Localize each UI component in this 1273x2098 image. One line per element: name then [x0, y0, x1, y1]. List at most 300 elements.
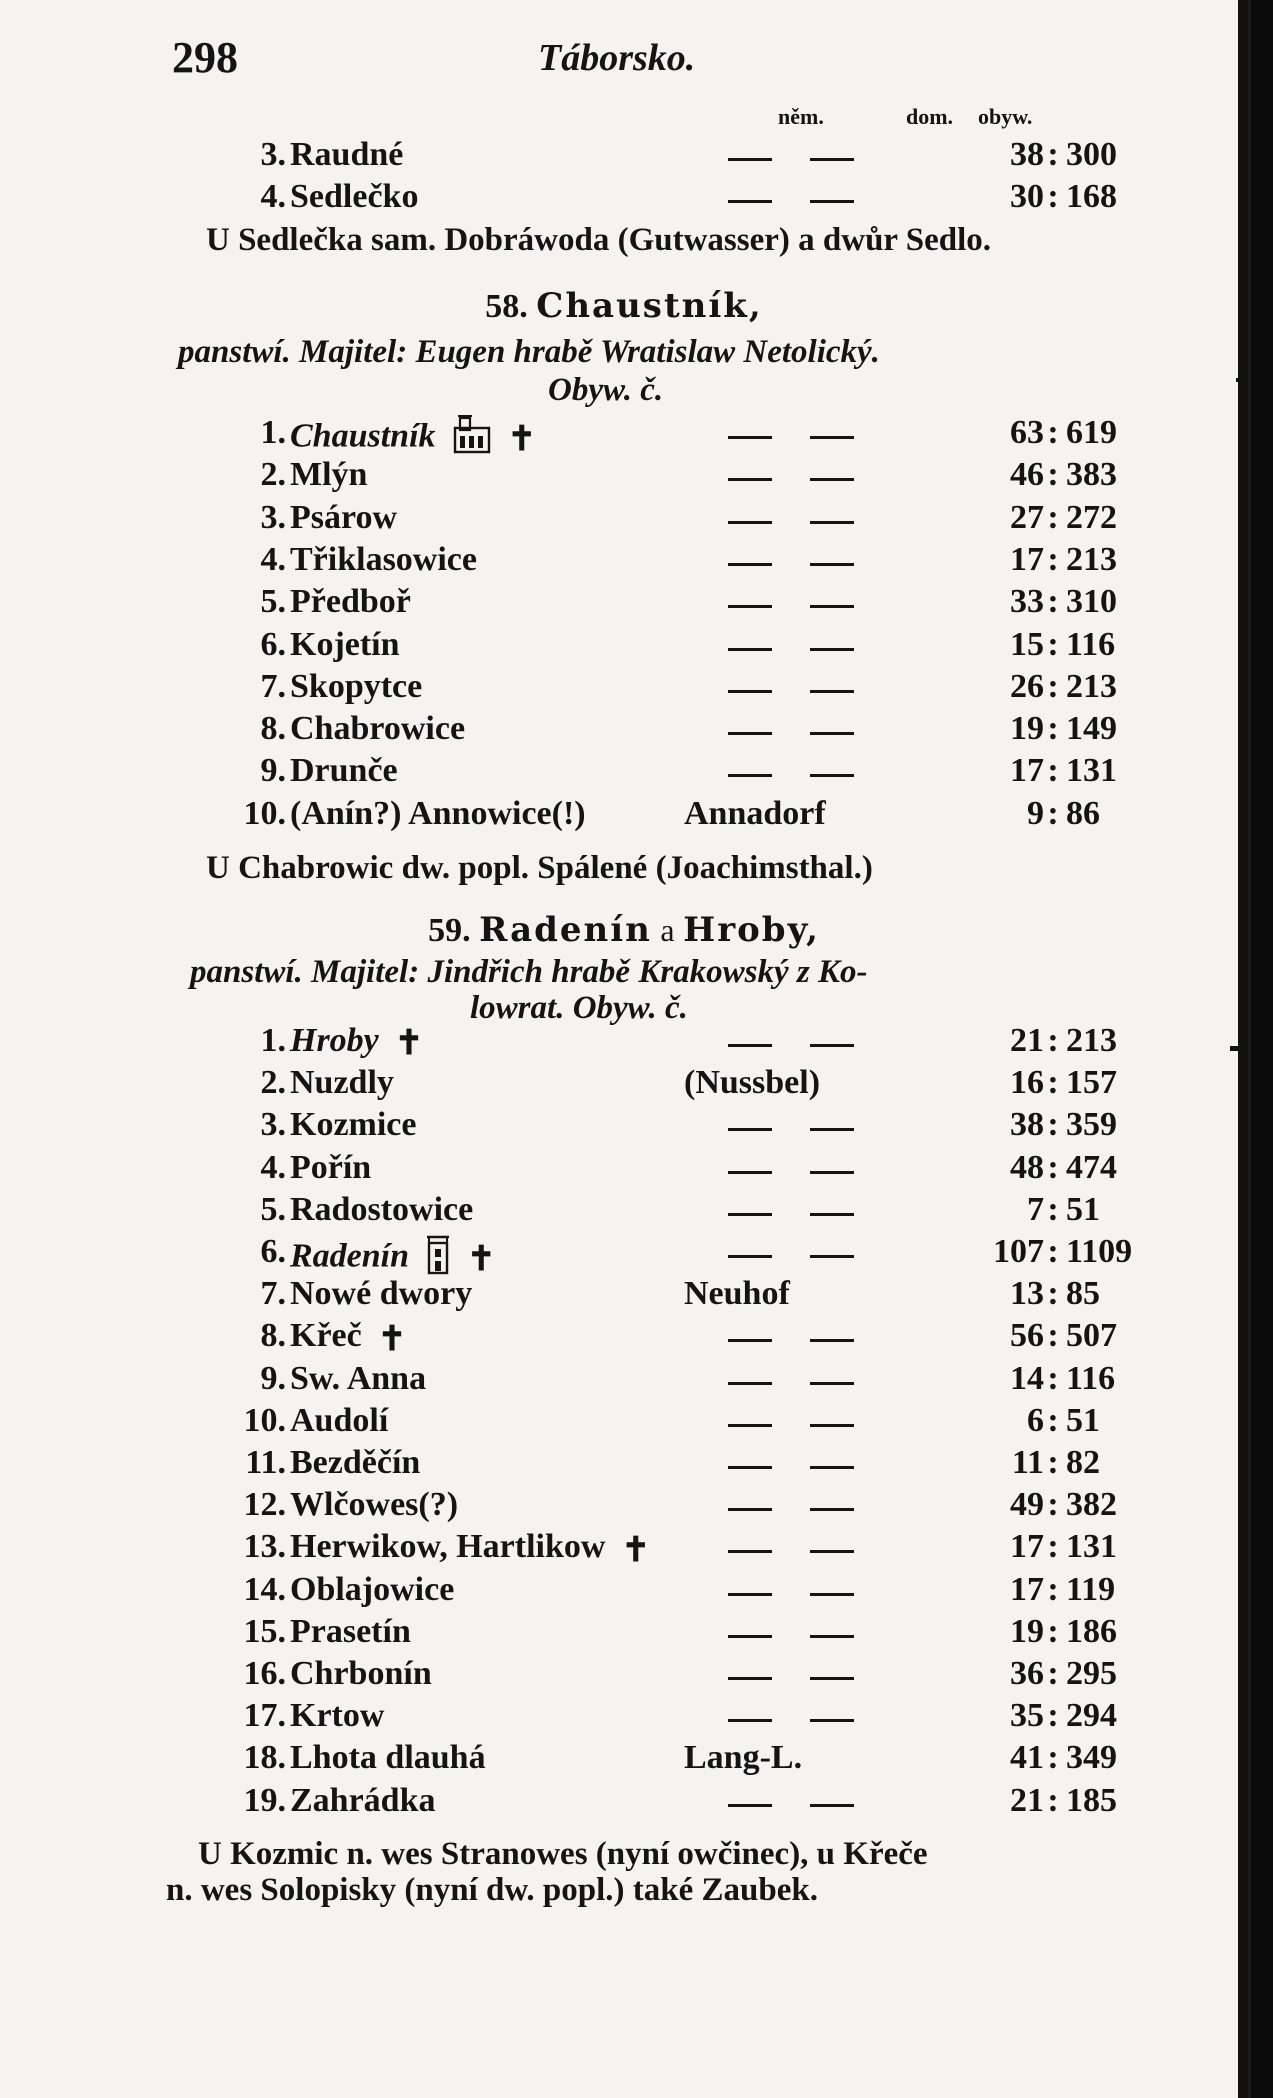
- table-row: [0, 1655, 1248, 1697]
- population-count: 310: [1066, 583, 1117, 621]
- population-count: 185: [1066, 1781, 1117, 1819]
- dash: [728, 1128, 772, 1131]
- ratio-colon: :: [1047, 1317, 1059, 1355]
- column-header-dom: dom.: [906, 104, 954, 129]
- place-name-text: Psárow: [290, 498, 398, 536]
- ditto-dashes: [728, 1233, 860, 1235]
- row-number: 1.: [260, 1022, 286, 1059]
- dash: [728, 1171, 772, 1174]
- cross-icon: ✝: [394, 1025, 424, 1063]
- place-name: [290, 541, 477, 579]
- population-count: 116: [1066, 1359, 1116, 1397]
- section-58-heading: [0, 286, 1248, 326]
- ratio-colon: :: [1047, 1655, 1059, 1692]
- table-row: [0, 1149, 1248, 1191]
- row-number: 4.: [260, 178, 286, 215]
- ditto-dashes: [728, 1402, 860, 1404]
- table-row: [0, 456, 1248, 498]
- note-59-line1: U Kozmic n. wes Stranowes (nyní owčinec), u Křeče: [198, 1836, 928, 1872]
- row-number: 17.: [243, 1697, 286, 1735]
- table-row: [0, 1402, 1248, 1444]
- place-name-text: (Anín?) Annowice(!): [290, 794, 586, 832]
- row-number: 2.: [260, 456, 286, 494]
- table-row: [0, 1528, 1248, 1570]
- place-name: [290, 1697, 384, 1735]
- house-count: 13: [1010, 1275, 1044, 1313]
- row-number: 7.: [260, 667, 286, 705]
- place-name: [290, 1022, 423, 1063]
- dash: [728, 1382, 772, 1385]
- dash: [728, 1255, 772, 1258]
- place-name-text: Chrbonín: [290, 1655, 432, 1692]
- note-58: U Chabrowic dw. popl. Spálené (Joachimsthal.): [206, 850, 873, 886]
- population-count: 85: [1066, 1275, 1100, 1313]
- place-name-text: Prasetín: [290, 1612, 411, 1650]
- house-count: 17: [1010, 752, 1044, 790]
- cross-icon: ✝: [621, 1531, 650, 1569]
- dash: [810, 1128, 854, 1131]
- dash: [728, 648, 772, 651]
- house-count: 14: [1010, 1359, 1044, 1397]
- ditto-dashes: [728, 136, 860, 138]
- section-59-conjunction: a: [660, 912, 675, 948]
- place-name-text: Mlýn: [290, 456, 368, 494]
- table-row: [0, 1191, 1248, 1233]
- place-name-text: Drunče: [290, 752, 398, 790]
- section-59-number: 59.: [428, 912, 471, 949]
- table-row: [0, 1444, 1248, 1486]
- dash: [728, 521, 772, 524]
- dash: [728, 1550, 772, 1553]
- ditto-dashes: [728, 1149, 860, 1151]
- population-count: 213: [1066, 1022, 1117, 1059]
- ditto-dashes: [728, 752, 860, 754]
- place-name: [290, 1064, 394, 1102]
- place-name-text: Sw. Anna: [290, 1359, 427, 1397]
- population-count: 131: [1066, 752, 1117, 790]
- house-count: 35: [1010, 1697, 1044, 1735]
- place-name: [290, 1613, 411, 1651]
- population-count: 213: [1066, 667, 1117, 705]
- dash: [728, 436, 772, 439]
- ratio-colon: :: [1047, 1106, 1059, 1144]
- population-count: 119: [1066, 1570, 1116, 1608]
- dash: [728, 605, 772, 608]
- dash: [728, 1044, 772, 1047]
- house-count: 17: [1010, 1528, 1044, 1566]
- house-count: 33: [1010, 583, 1044, 621]
- row-number: 10.: [243, 1401, 286, 1439]
- row-number: 16.: [243, 1655, 286, 1692]
- place-name: [290, 1739, 486, 1777]
- place-name-text: Radostowice: [290, 1190, 474, 1228]
- ditto-dashes: [728, 626, 860, 628]
- ratio-colon: :: [1047, 1697, 1059, 1735]
- table-row: [0, 1360, 1248, 1402]
- ratio-colon: :: [1047, 1190, 1059, 1228]
- row-number: 3.: [260, 498, 286, 536]
- place-name-text: Nuzdly: [290, 1064, 394, 1102]
- ditto-dashes: [728, 1486, 860, 1488]
- population-count: 82: [1066, 1444, 1100, 1481]
- house-count: 48: [1010, 1148, 1044, 1186]
- table-row: [0, 626, 1248, 668]
- place-name-text: Třiklasowice: [290, 540, 477, 578]
- row-number: 14.: [243, 1570, 286, 1608]
- place-name-text: Audolí: [290, 1401, 389, 1439]
- dash: [810, 732, 854, 735]
- ratio-colon: :: [1047, 1781, 1059, 1819]
- table-row: [0, 1275, 1248, 1317]
- dash: [810, 1044, 854, 1047]
- section-58-title: Chaustník,: [536, 286, 763, 326]
- ratio-colon: :: [1047, 1570, 1059, 1608]
- row-number: 9.: [260, 752, 286, 790]
- population-count: 295: [1066, 1655, 1117, 1692]
- place-name-text: Sedlečko: [290, 178, 419, 215]
- row-number: 9.: [260, 1359, 286, 1397]
- row-number: 11.: [245, 1444, 286, 1481]
- dash: [810, 605, 854, 608]
- house-count: 19: [1010, 710, 1044, 748]
- population-count: 300: [1066, 136, 1117, 173]
- house-count: 30: [1010, 178, 1044, 215]
- population-count: 272: [1066, 498, 1117, 536]
- place-name: [290, 752, 398, 790]
- place-name: [290, 1571, 454, 1609]
- house-count: 21: [1010, 1781, 1044, 1819]
- dash: [728, 1677, 772, 1680]
- dash: [728, 563, 772, 566]
- dash: [728, 1424, 772, 1427]
- place-name-text: Předboř: [290, 583, 411, 621]
- place-name-text: Skopytce: [290, 667, 423, 705]
- house-count: 16: [1010, 1064, 1044, 1102]
- dash: [810, 478, 854, 481]
- cross-icon: ✝: [467, 1240, 496, 1278]
- ratio-colon: :: [1047, 1148, 1059, 1186]
- place-name-text: Kojetín: [290, 625, 400, 663]
- place-name: [290, 1106, 417, 1144]
- place-name: [290, 626, 400, 664]
- place-name: [290, 668, 422, 706]
- ditto-dashes: [728, 1022, 860, 1024]
- ratio-colon: :: [1047, 667, 1059, 705]
- row-number: 2.: [260, 1064, 286, 1102]
- dash: [810, 1339, 854, 1342]
- ditto-dashes: [728, 1697, 860, 1699]
- ditto-dashes: [728, 1444, 860, 1446]
- place-name: [290, 1360, 426, 1398]
- table-row: [0, 710, 1248, 752]
- ratio-colon: :: [1047, 1233, 1059, 1270]
- place-name-text: Chaustník: [290, 417, 436, 455]
- dash: [728, 774, 772, 777]
- section-59-heading: [0, 910, 1248, 950]
- population-count: 382: [1066, 1486, 1117, 1524]
- place-name: [290, 710, 465, 748]
- ratio-colon: :: [1047, 1612, 1059, 1650]
- house-count: 15: [1010, 625, 1044, 663]
- table-row: [0, 1697, 1248, 1739]
- place-name: [290, 1782, 436, 1820]
- dash: [810, 436, 854, 439]
- german-name: Annadorf: [684, 794, 826, 832]
- dash: [810, 1171, 854, 1174]
- dash: [728, 1635, 772, 1638]
- row-number: 18.: [243, 1739, 286, 1777]
- dash: [810, 1508, 854, 1511]
- place-name: [290, 1444, 420, 1482]
- place-name: [290, 1275, 472, 1313]
- row-number: 19.: [243, 1781, 286, 1819]
- ratio-colon: :: [1047, 498, 1059, 536]
- table-row: [0, 1233, 1248, 1278]
- house-count: 11: [1011, 1444, 1044, 1481]
- house-count: 6: [1027, 1401, 1044, 1439]
- house-count: 21: [1010, 1022, 1044, 1059]
- ratio-colon: :: [1047, 1064, 1059, 1102]
- house-count: 46: [1010, 456, 1044, 494]
- table-row: [0, 178, 1248, 220]
- table-row: [0, 136, 1248, 178]
- place-name-text: Oblajowice: [290, 1570, 455, 1608]
- population-count: 349: [1066, 1739, 1117, 1777]
- place-name-text: Wlčowes(?): [290, 1486, 459, 1524]
- house-count: 107: [993, 1233, 1044, 1270]
- ratio-colon: :: [1047, 1022, 1059, 1059]
- house-count: 27: [1010, 498, 1044, 536]
- population-count: 1109: [1066, 1233, 1133, 1270]
- table-row: [0, 795, 1248, 837]
- section-59-owner-line1: panstwí. Majitel: Jindřich hrabě Krakowský z Ko-: [190, 954, 868, 990]
- section-59-title-a: Radenín: [479, 910, 652, 950]
- population-count: 359: [1066, 1106, 1117, 1144]
- population-count: 168: [1066, 178, 1117, 215]
- ratio-colon: :: [1047, 456, 1059, 494]
- row-number: 10.: [243, 794, 286, 832]
- population-count: 116: [1066, 625, 1116, 663]
- dash: [810, 1804, 854, 1807]
- table-row: [0, 1486, 1248, 1528]
- ditto-dashes: [728, 668, 860, 670]
- population-count: 383: [1066, 456, 1117, 494]
- table-row: [0, 583, 1248, 625]
- house-count: 41: [1010, 1739, 1044, 1777]
- dash: [728, 690, 772, 693]
- population-count: 86: [1066, 794, 1100, 832]
- population-count: 213: [1066, 540, 1117, 578]
- house-count: 17: [1010, 540, 1044, 578]
- row-number: 7.: [260, 1275, 286, 1313]
- ratio-colon: :: [1047, 1401, 1059, 1439]
- row-number: 6.: [260, 625, 286, 663]
- table-row: [0, 1739, 1248, 1781]
- section-58-owner-line1: panstwí. Majitel: Eugen hrabě Wratislaw Netolický.: [178, 334, 880, 370]
- row-number: 5.: [260, 1190, 286, 1228]
- population-count: 186: [1066, 1612, 1117, 1650]
- place-name-text: Hroby: [290, 1022, 379, 1059]
- dash: [728, 478, 772, 481]
- dash: [728, 1213, 772, 1216]
- ratio-colon: :: [1047, 1528, 1059, 1566]
- population-count: 131: [1066, 1528, 1117, 1566]
- table-row: [0, 1064, 1248, 1106]
- place-name-text: Bezděčín: [290, 1444, 421, 1481]
- german-name: Neuhof: [684, 1275, 790, 1313]
- ratio-colon: :: [1047, 583, 1059, 621]
- dash: [810, 563, 854, 566]
- row-number: 3.: [260, 136, 286, 173]
- place-name: [290, 795, 586, 833]
- dash: [728, 1339, 772, 1342]
- place-name: [290, 136, 403, 174]
- population-count: 474: [1066, 1148, 1117, 1186]
- cross-icon: ✝: [507, 420, 537, 458]
- place-name: [290, 1486, 458, 1524]
- dash: [810, 1677, 854, 1680]
- house-count: 49: [1010, 1486, 1044, 1524]
- page-header: [0, 32, 1248, 92]
- house-count: 9: [1027, 794, 1044, 832]
- place-name-text: Raudné: [290, 136, 404, 173]
- row-number: 4.: [260, 540, 286, 578]
- population-count: 149: [1066, 710, 1117, 748]
- dash: [810, 1424, 854, 1427]
- place-name-text: Lhota dlauhá: [290, 1739, 486, 1777]
- ditto-dashes: [728, 1571, 860, 1573]
- table-row: [0, 1022, 1248, 1064]
- place-name-text: Krtow: [290, 1697, 385, 1735]
- ratio-colon: :: [1047, 1275, 1059, 1313]
- dash: [810, 1382, 854, 1385]
- dash: [810, 1550, 854, 1553]
- population-count: 157: [1066, 1064, 1117, 1102]
- running-title: Táborsko.: [538, 37, 696, 79]
- ditto-dashes: [728, 1360, 860, 1362]
- table-row: [0, 414, 1248, 456]
- ditto-dashes: [728, 456, 860, 458]
- row-number: 12.: [243, 1486, 286, 1524]
- row-number: 5.: [260, 583, 286, 621]
- dash: [728, 158, 772, 161]
- table-row: [0, 1571, 1248, 1613]
- place-name-text: Chabrowice: [290, 710, 466, 748]
- table-row: [0, 1106, 1248, 1148]
- column-header-nem: něm.: [778, 104, 824, 129]
- row-number: 3.: [260, 1106, 286, 1144]
- ratio-colon: :: [1047, 625, 1059, 663]
- population-count: 507: [1066, 1317, 1117, 1355]
- dash: [810, 1466, 854, 1469]
- ditto-dashes: [728, 583, 860, 585]
- dash: [810, 1255, 854, 1258]
- ratio-colon: :: [1047, 414, 1059, 451]
- note-57: U Sedlečka sam. Dobráwoda (Gutwasser) a dwůr Sedlo.: [206, 222, 992, 258]
- population-count: 51: [1066, 1401, 1100, 1439]
- column-header-obyw: obyw.: [978, 104, 1033, 129]
- section-58-owner-line2: Obyw. č.: [548, 372, 664, 408]
- house-count: 19: [1010, 1612, 1044, 1650]
- population-count: 51: [1066, 1190, 1100, 1228]
- house-count: 38: [1010, 1106, 1044, 1144]
- edge-mark: [1236, 378, 1248, 382]
- house-count: 36: [1010, 1655, 1044, 1692]
- place-name-text: Zahrádka: [290, 1781, 436, 1819]
- ditto-dashes: [728, 1655, 860, 1657]
- row-number: 8.: [260, 710, 286, 748]
- german-name: (Nussbel): [684, 1064, 821, 1102]
- table-row: [0, 668, 1248, 710]
- place-name-text: Radenín: [290, 1237, 410, 1275]
- place-name: [290, 583, 411, 621]
- ditto-dashes: [728, 414, 860, 416]
- ratio-colon: :: [1047, 1444, 1059, 1481]
- place-name: [290, 1528, 650, 1569]
- house-count: 63: [1010, 414, 1044, 451]
- population-count: 619: [1066, 414, 1117, 451]
- ratio-colon: :: [1047, 178, 1059, 215]
- house-count: 56: [1010, 1317, 1044, 1355]
- dash: [810, 1719, 854, 1722]
- ditto-dashes: [728, 178, 860, 180]
- cross-icon: ✝: [377, 1320, 407, 1358]
- table-row: [0, 1613, 1248, 1655]
- house-count: 7: [1027, 1190, 1044, 1228]
- place-name: [290, 1149, 371, 1187]
- dash: [728, 732, 772, 735]
- place-name: [290, 178, 418, 216]
- place-name: [290, 456, 367, 494]
- dash: [810, 158, 854, 161]
- table-row: [0, 752, 1248, 794]
- dash: [810, 200, 854, 203]
- ditto-dashes: [728, 1613, 860, 1615]
- place-name-text: Křeč: [290, 1317, 362, 1355]
- ratio-colon: :: [1047, 710, 1059, 748]
- row-number: 1.: [260, 414, 286, 451]
- ratio-colon: :: [1047, 794, 1059, 832]
- dash: [728, 200, 772, 203]
- dash: [728, 1804, 772, 1807]
- table-row: [0, 499, 1248, 541]
- place-name-text: Pořín: [290, 1148, 372, 1186]
- dash: [728, 1466, 772, 1469]
- dash: [810, 690, 854, 693]
- dash: [810, 648, 854, 651]
- ratio-colon: :: [1047, 1486, 1059, 1524]
- dash: [810, 1593, 854, 1596]
- section-59-title-b: Hroby,: [683, 910, 820, 950]
- ditto-dashes: [728, 1317, 860, 1319]
- dash: [810, 1635, 854, 1638]
- ratio-colon: :: [1047, 540, 1059, 578]
- row-number: 15.: [243, 1612, 286, 1650]
- row-number: 13.: [243, 1528, 286, 1566]
- section-58-number: 58.: [485, 288, 528, 325]
- house-count: 38: [1010, 136, 1044, 173]
- table-row: [0, 1317, 1248, 1359]
- ditto-dashes: [728, 541, 860, 543]
- row-number: 4.: [260, 1148, 286, 1186]
- ditto-dashes: [728, 1528, 860, 1530]
- ditto-dashes: [728, 499, 860, 501]
- place-name: [290, 1191, 473, 1229]
- ratio-colon: :: [1047, 752, 1059, 790]
- table-row: [0, 1782, 1248, 1824]
- section-59-owner-line2: lowrat. Obyw. č.: [470, 990, 688, 1026]
- ditto-dashes: [728, 1782, 860, 1784]
